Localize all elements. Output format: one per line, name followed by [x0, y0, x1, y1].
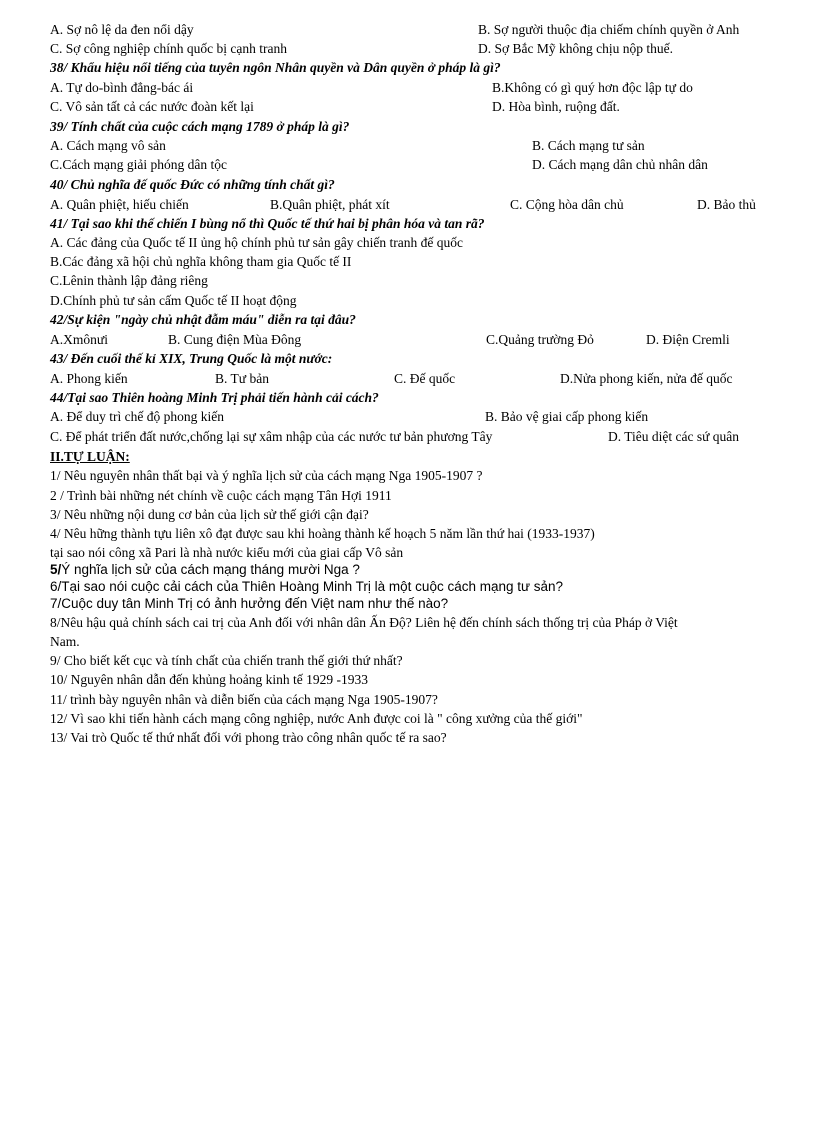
option-b: B. Bảo vệ giai cấp phong kiến [485, 409, 649, 424]
essay-item: Nam. [50, 634, 80, 649]
option-b: B. Sợ người thuộc địa chiếm chính quyền ở Anh [478, 22, 740, 37]
essay-item: 2 / Trình bài những nét chính về cuộc cách mạng Tân Hợi 1911 [50, 488, 392, 503]
essay-item: 11/ trình bày nguyên nhân và diễn biến của cách mạng Nga 1905-1907? [50, 692, 438, 707]
option-a: A. Cách mạng vô sản [50, 138, 166, 153]
option-c: C. Cộng hòa dân chủ [510, 197, 624, 212]
option-d: D.Chính phủ tư sản cấm Quốc tế II hoạt động [50, 293, 297, 308]
question-39: 39/ Tính chất của cuộc cách mạng 1789 ở pháp là gì? [50, 119, 350, 134]
essay-item: 1/ Nêu nguyên nhân thất bại và ý nghĩa lịch sử của cách mạng Nga 1905-1907 ? [50, 468, 483, 483]
essay-item: 4/ Nêu hững thành tựu liên xô đạt được sau khi hoàng thành kế hoạch 5 năm lần thứ hai (1933-1937) [50, 526, 595, 541]
option-b: B.Quân phiệt, phát xít [270, 197, 390, 212]
option-d: D. Sợ Bắc Mỹ không chịu nộp thuế. [478, 41, 673, 56]
option-c: C. Vô sản tất cả các nước đoàn kết lại [50, 99, 254, 114]
essay-heading: II.TỰ LUẬN: [50, 449, 130, 464]
option-a: A. Phong kiến [50, 371, 128, 386]
essay-item: 12/ Vì sao khi tiến hành cách mạng công nghiệp, nước Anh được coi là " công xưởng của thế giới" [50, 711, 583, 726]
option-d: D. Hòa bình, ruộng đất. [492, 99, 620, 114]
essay-item: tại sao nói công xã Pari là nhà nước kiểu mới của giai cấp Vô sản [50, 545, 404, 560]
option-b: B.Các đảng xã hội chủ nghĩa không tham gia Quốc tế II [50, 254, 352, 269]
option-a: A. Tự do-bình đẳng-bác ái [50, 80, 194, 95]
question-44: 44/Tại sao Thiên hoàng Minh Trị phải tiến hành cải cách? [50, 390, 379, 405]
option-b: B. Tư bản [215, 371, 269, 386]
option-c: C.Quảng trường Đỏ [486, 332, 594, 347]
essay-item: 13/ Vai trò Quốc tế thứ nhất đối với phong trào công nhân quốc tế ra sao? [50, 730, 447, 745]
question-43: 43/ Đến cuối thế kỉ XIX, Trung Quốc là một nước: [50, 351, 333, 366]
option-d: D. Điện Cremli [646, 332, 730, 347]
option-c: C. Đế quốc [394, 371, 456, 386]
option-c: C.Lênin thành lập đảng riêng [50, 273, 208, 288]
option-b: B. Cung điện Mùa Đông [168, 332, 302, 347]
option-d: D. Tiêu diệt các sứ quân [608, 429, 740, 444]
option-c: C. Sợ công nghiệp chính quốc bị cạnh tranh [50, 41, 287, 56]
option-a: A. Các đảng của Quốc tế II ủng hộ chính phủ tư sản gây chiến tranh đế quốc [50, 235, 463, 250]
question-41: 41/ Tại sao khi thế chiến I bùng nổ thì Quốc tế thứ hai bị phân hóa và tan rã? [50, 216, 485, 231]
option-a: A.Xmônưi [50, 332, 108, 347]
question-38: 38/ Khẩu hiệu nổi tiếng của tuyên ngôn Nhân quyền và Dân quyền ở pháp là gì? [50, 60, 501, 75]
question-40: 40/ Chủ nghĩa đế quốc Đức có những tính chất gì? [50, 177, 335, 192]
option-d: D. Bảo thủ [697, 197, 756, 212]
option-a: A. Quân phiệt, hiếu chiến [50, 197, 189, 212]
question-42: 42/Sự kiện "ngày chủ nhật đẫm máu" diễn ra tại đâu? [50, 312, 356, 327]
essay-item-text: Ý nghĩa lịch sử của cách mạng tháng mười Nga ? [61, 562, 360, 577]
option-d: D.Nửa phong kiến, nửa đế quốc [560, 371, 733, 386]
essay-item: 6/Tại sao nói cuộc cải cách của Thiên Hoàng Minh Trị là một cuộc cách mạng tư sản? [50, 579, 564, 594]
option-d: D. Cách mạng dân chủ nhân dân [532, 157, 708, 172]
essay-item: 10/ Nguyên nhân dẫn đến khủng hoảng kinh tế 1929 -1933 [50, 672, 368, 687]
essay-item: 3/ Nêu những nội dung cơ bản của lịch sử thế giới cận đại? [50, 507, 369, 522]
essay-item-number: 5/ [50, 562, 62, 577]
option-c: C.Cách mạng giải phóng dân tộc [50, 157, 227, 172]
option-b: B.Không có gì quý hơn độc lập tự do [492, 80, 693, 95]
essay-item: 8/Nêu hậu quả chính sách cai trị của Anh đối với nhân dân Ấn Độ? Liên hệ đến chính sách thống trị của Pháp ở Việt [50, 615, 678, 630]
option-b: B. Cách mạng tư sản [532, 138, 645, 153]
option-a: A. Sợ nô lệ da đen nổi dậy [50, 22, 194, 37]
essay-item [50, 561, 360, 578]
essay-item: 7/Cuộc duy tân Minh Trị có ảnh hưởng đến Việt nam như thế nào? [50, 596, 449, 611]
option-c: C. Để phát triển đất nước,chống lại sự xâm nhập của các nước tư bản phương Tây [50, 429, 493, 444]
essay-item: 9/ Cho biết kết cục và tính chất của chiến tranh thế giới thứ nhất? [50, 653, 403, 668]
option-a: A. Để duy trì chế độ phong kiến [50, 409, 224, 424]
